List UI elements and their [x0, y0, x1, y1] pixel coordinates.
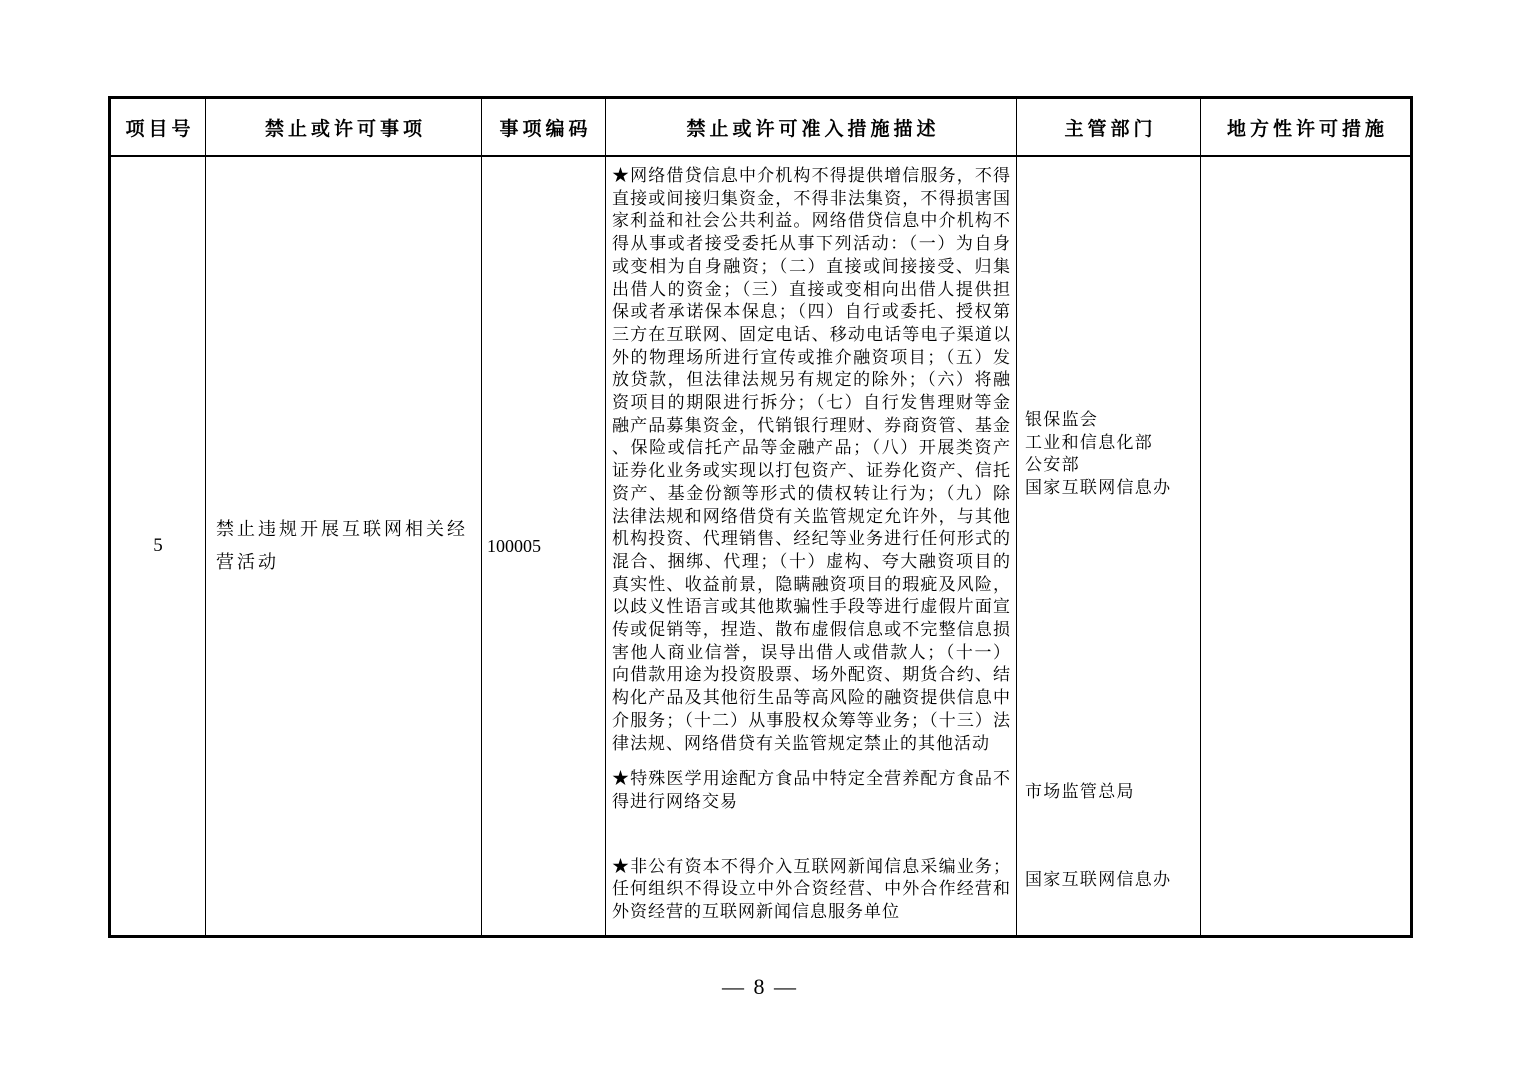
- department-group-news: [1025, 869, 1196, 892]
- footer-page-number: — 8 —: [722, 974, 798, 999]
- measure-paragraph-news: ★非公有资本不得介入互联网新闻信息采编业务；任何组织不得设立中外合资经营、中外合作经营和外资经营的互联网新闻信息服务单位: [612, 856, 1011, 922]
- negative-list-table: [108, 96, 1413, 938]
- cell-local-measures: [1201, 157, 1410, 935]
- header-local-measures: 地方性许可措施: [1201, 99, 1410, 157]
- department-name: 市场监管总局: [1025, 782, 1135, 801]
- department-name: 工业和信息化部: [1025, 432, 1154, 452]
- header-item-no: 项目号: [111, 99, 206, 157]
- department-group-lending: [1025, 409, 1196, 500]
- header-department: 主管部门: [1017, 99, 1201, 157]
- header-measures: 禁止或许可准入措施描述: [606, 99, 1017, 157]
- cell-matter: [206, 157, 482, 935]
- department-name: 国家互联网信息办: [1025, 870, 1172, 889]
- department-name: 银保监会: [1025, 410, 1099, 429]
- measure-paragraph-medical-food: ★特殊医学用途配方食品中特定全营养配方食品不得进行网络交易: [612, 769, 1011, 811]
- header-code: 事项编码: [482, 99, 606, 157]
- matter-text: 禁止违规开展互联网相关经营活动: [216, 519, 468, 572]
- cell-code: 100005: [482, 157, 606, 935]
- department-name: 公安部: [1025, 455, 1080, 475]
- measure-paragraph-lending: ★网络借贷信息中介机构不得提供增信服务，不得直接或间接归集资金，不得非法集资，不得损害国家利益和社会公共利益。网络借贷信息中介机构不得从事或者接受委托从事下列活动：（一）为自身或变相为自身融资；（二）直接或间接接受、归集出借人的资金；（三）直接或变相向出借人提供担保或者承诺保本保息；（四）自行或委托、授权第三方在互联网、固定电话、移动电话等电子渠道以外的物理场所进行宣传或推介融资项目；（五）发放贷款，但法律法规另有规定的除外；（六）将融资项目的期限进行拆分；（七）自行发售理财等金融产品募集资金，代销银行理财、券商资管、基金、保险或信托产品等金融产品；（八）开展类资产证券化业务或实现以打包资产、证券化资产、信托资产、基金份额等形式的债权转让行为；（九）除法律法规和网络借贷有关监管规定允许外，与其他机构投资、代理销售、经纪等业务进行任何形式的混合、捆绑、代理；（十）虚构、夸大融资项目的真实性、收益前景，隐瞒融资项目的瑕疵及风险，以歧义性语言或其他欺骗性手段等进行虚假片面宣传或促销等，捏造、散布虚假信息或不完整信息损害他人商业信誉，误导出借人或借款人；（十一）向借款用途为投资股票、场外配资、期货合约、结构化产品及其他衍生品等高风险的融资提供信息中介服务；（十二）从事股权众筹等业务；（十三）法律法规、网络借贷有关监管规定禁止的其他活动: [612, 166, 1011, 753]
- department-group-medical-food: [1025, 781, 1196, 804]
- header-matter: 禁止或许可事项: [206, 99, 482, 157]
- department-name: 国家互联网信息办: [1025, 478, 1172, 498]
- cell-departments: [1017, 157, 1201, 935]
- cell-measures: [606, 157, 1017, 935]
- cell-item-no: 5: [111, 157, 206, 935]
